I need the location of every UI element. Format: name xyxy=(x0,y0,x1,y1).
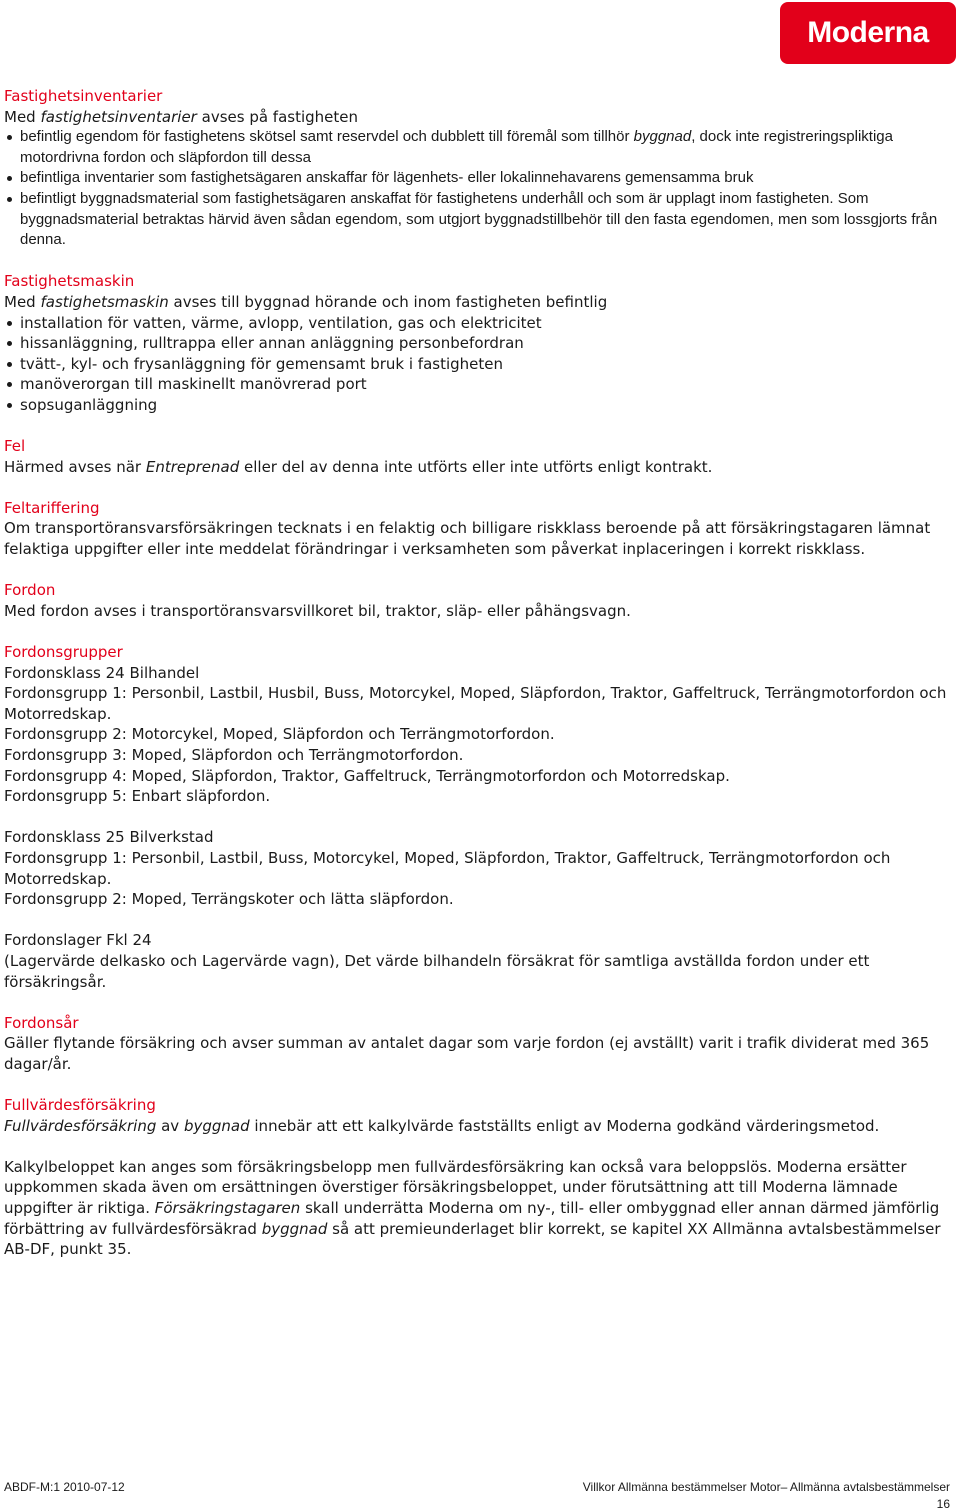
page-number: 16 xyxy=(936,1497,950,1511)
paragraph: Gäller flytande försäkring och avser summan av antalet dagar som varje fordon (ej avställt) varit i trafik dividerat med 365 dagar/år. xyxy=(4,1034,930,1073)
intro: Med fastighetsinventarier avses på fastigheten xyxy=(4,107,359,126)
group-line: Fordonsgrupp 1: Personbil, Lastbil, Buss, Motorcykel, Moped, Släpfordon, Traktor, Gaffeltruck, Terrängmotorfordon och Motorredskap. xyxy=(4,848,891,888)
page-footer xyxy=(4,1480,950,1496)
heading-fordonsar: Fordonsår xyxy=(4,1013,79,1032)
section-fordonsar xyxy=(4,1013,950,1075)
document-body xyxy=(4,86,950,1280)
list-item: manöverorgan till maskinellt manövrerad port xyxy=(20,374,950,395)
class-title: Fordonsklass 25 Bilverkstad xyxy=(4,828,214,847)
moderna-logo: Moderna xyxy=(780,2,956,64)
bullet-list xyxy=(4,313,950,416)
heading-fastighetsmaskin: Fastighetsmaskin xyxy=(4,272,135,291)
list-item: installation för vatten, värme, avlopp, ventilation, gas och elektricitet xyxy=(20,313,950,334)
fordonsklass-24 xyxy=(4,663,950,807)
section-fel xyxy=(4,436,950,477)
heading-fordon: Fordon xyxy=(4,581,56,600)
section-fordon xyxy=(4,580,950,621)
paragraph: (Lagervärde delkasko och Lagervärde vagn), Det värde bilhandeln försäkrat för samtliga avställda fordon under ett försäkringsår. xyxy=(4,951,870,991)
list-item: tvätt-, kyl- och frysanläggning för gemensamt bruk i fastigheten xyxy=(20,354,950,375)
document-title: Villkor Allmänna bestämmelser Motor– Allmänna avtalsbestämmelser xyxy=(582,1480,950,1494)
section-fullvardesforsakring xyxy=(4,1095,950,1260)
class-title: Fordonsklass 24 Bilhandel xyxy=(4,663,200,682)
intro: Med fastighetsmaskin avses till byggnad hörande och inom fastigheten befintlig xyxy=(4,292,608,311)
heading-fel: Fel xyxy=(4,437,26,456)
paragraph: Med fordon avses i transportöransvarsvillkoret bil, traktor, släp- eller påhängsvagn. xyxy=(4,601,631,620)
group-line: Fordonsgrupp 2: Moped, Terrängskoter och lätta släpfordon. xyxy=(4,890,454,909)
paragraph: Om transportöransvarsförsäkringen tecknats i en felaktig och billigare riskklass beroende på att försäkringstagaren lämnat felaktiga uppgifter eller inte meddelat förändringar i verksamheten som påverkat inplaceringen i korrekt riskklass. xyxy=(4,519,931,559)
list-item: befintliga inventarier som fastighetsägaren anskaffar för lägenhets- eller lokalinnehavarens gemensamma bruk xyxy=(20,168,950,189)
list-item: befintlig egendom för fastighetens skötsel samt reservdel och dubblett till föremål som tillhör byggnad, dock inte registreringspliktiga motordrivna fordon och släpfordon till dessa xyxy=(20,127,950,168)
paragraph: Fullvärdesförsäkring av byggnad innebär att ett kalkylvärde fastställts enligt av Moderna godkänd värderingsmetod. xyxy=(4,1116,880,1135)
paragraph: Härmed avses när Entreprenad eller del av denna inte utförts eller inte utförts enligt kontrakt. xyxy=(4,457,713,476)
group-line: Fordonsgrupp 5: Enbart släpfordon. xyxy=(4,787,271,806)
fordonslager xyxy=(4,930,950,992)
heading-fordonsgrupper: Fordonsgrupper xyxy=(4,643,123,662)
list-item: befintligt byggnadsmaterial som fastighetsägaren anskaffat för fastighetens underhåll och som är upplagt inom fastigheten. Som byggnadsmaterial betraktas härvid även sådan egendom, som utgjort byggnadstillbehör till den fasta egendomen, men som lossgjorts från denna. xyxy=(20,189,950,251)
section-fordonsgrupper xyxy=(4,642,950,992)
class-title: Fordonslager Fkl 24 xyxy=(4,931,152,950)
list-item: hissanläggning, rulltrappa eller annan anläggning personbefordran xyxy=(20,333,950,354)
list-item: sopsuganläggning xyxy=(20,395,950,416)
section-fastighetsinventarier xyxy=(4,86,950,251)
section-fastighetsmaskin xyxy=(4,271,950,415)
paragraph: Kalkylbeloppet kan anges som försäkringsbelopp men fullvärdesförsäkring kan också vara beloppslös. Moderna ersätter uppkommen skada även om ersättningen överstiger försäkringsbeloppet, under förutsättning att till Moderna lämnade uppgifter är riktiga. Försäkringstagaren skall underrätta Moderna om ny-, till- eller ombyggnad eller annan därmed jämförlig förbättring av fullvärdesförsäkrad byggnad så att premieunderlaget blir korrekt, se kapitel XX Allmänna avtalsbestämmelser AB-DF, punkt 35. xyxy=(4,1157,941,1259)
group-line: Fordonsgrupp 3: Moped, Släpfordon och Terrängmotorfordon. xyxy=(4,746,464,764)
fordonsklass-25 xyxy=(4,827,950,909)
group-line: Fordonsgrupp 2: Motorcykel, Moped, Släpfordon och Terrängmotorfordon. xyxy=(4,725,555,744)
section-feltariffering xyxy=(4,498,950,560)
heading-feltariffering: Feltariffering xyxy=(4,498,100,517)
heading-fullvardesforsakring: Fullvärdesförsäkring xyxy=(4,1096,156,1115)
group-line: Fordonsgrupp 1: Personbil, Lastbil, Husbil, Buss, Motorcykel, Moped, Släpfordon, Traktor, Gaffeltruck, Terrängmotorfordon och Motorredskap. xyxy=(4,684,947,723)
document-code: ABDF-M:1 2010-07-12 xyxy=(4,1480,125,1494)
heading-fastighetsinventarier: Fastighetsinventarier xyxy=(4,87,163,105)
bullet-list xyxy=(4,127,950,251)
group-line: Fordonsgrupp 4: Moped, Släpfordon, Traktor, Gaffeltruck, Terrängmotorfordon och Motorredskap. xyxy=(4,766,730,785)
